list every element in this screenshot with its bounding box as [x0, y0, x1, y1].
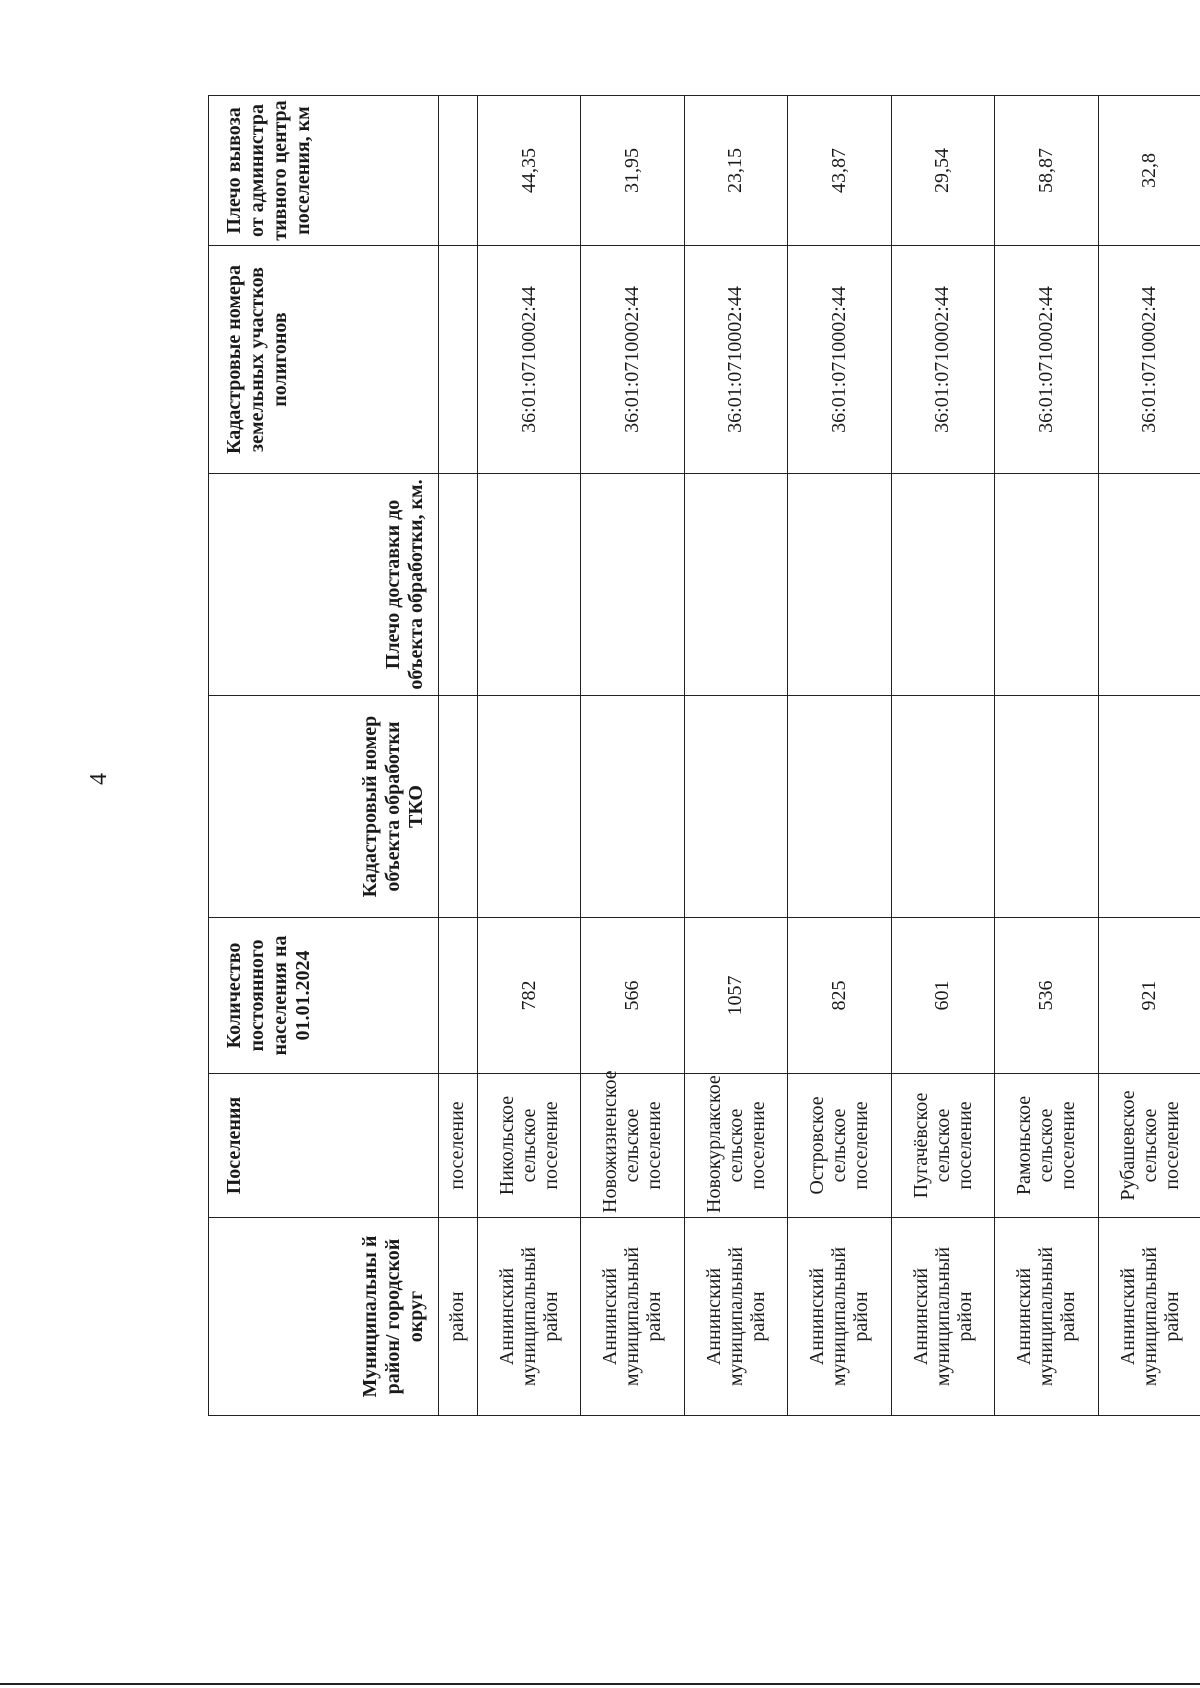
cell-population: 921 [1098, 918, 1200, 1074]
table-row [684, 96, 787, 1416]
cell-delivery-distance [684, 474, 787, 696]
cell-municipality: Аннинский муниципальный район [788, 1218, 891, 1416]
cell-removal-distance: 58,87 [995, 96, 1098, 246]
cell-cadastral-landfills: 36:01:0710002:44 [684, 246, 787, 474]
cell-removal-distance: 29,54 [891, 96, 994, 246]
cell-settlement: Никольское сельское поселение [477, 1074, 580, 1218]
cell-cadastral-treatment [684, 696, 787, 918]
cell-delivery-distance [788, 474, 891, 696]
cell-cadastral-treatment [788, 696, 891, 918]
cell-population: 566 [581, 918, 684, 1074]
table-row [477, 96, 580, 1416]
cell-settlement: поселение [439, 1074, 478, 1218]
header-removal-distance: Плечо вывоза от администра тивного центра поселения, км [209, 96, 439, 246]
cell-cadastral-treatment [891, 696, 994, 918]
table-wrapper [208, 96, 1200, 1416]
cell-municipality: Аннинский муниципальный район [477, 1218, 580, 1416]
landfill-table [208, 95, 1200, 1416]
header-cadastral-landfills: Кадастровые номера земельных участков полигонов [209, 246, 439, 474]
cell-removal-distance: 31,95 [581, 96, 684, 246]
table-row [891, 96, 994, 1416]
cell-population: 1057 [684, 918, 787, 1074]
header-municipality: Муниципальны й район/ городской округ [209, 1218, 439, 1416]
cell-cadastral-treatment [995, 696, 1098, 918]
header-row [209, 96, 439, 1416]
table-row [995, 96, 1098, 1416]
table-body [439, 96, 1200, 1416]
cell-removal-distance: 32,8 [1098, 96, 1200, 246]
cell-cadastral-landfills: 36:01:0710002:44 [477, 246, 580, 474]
header-settlement: Поселения [209, 1074, 439, 1218]
cell-cadastral-landfills [439, 246, 478, 474]
cell-settlement: Новожизненское сельское поселение [581, 1074, 684, 1218]
cell-settlement: Новокурлакское сельское поселение [684, 1074, 787, 1218]
cell-municipality: район [439, 1218, 478, 1416]
cell-cadastral-landfills: 36:01:0710002:44 [891, 246, 994, 474]
cell-removal-distance: 23,15 [684, 96, 787, 246]
continuation-row [439, 96, 478, 1416]
table-header [209, 96, 439, 1416]
cell-cadastral-landfills: 36:01:0710002:44 [1098, 246, 1200, 474]
header-delivery-distance: Плечо доставки до объекта обработки, км. [209, 474, 439, 696]
header-population: Количество постоянного населения на 01.01.2024 [209, 918, 439, 1074]
cell-removal-distance [439, 96, 478, 246]
cell-cadastral-landfills: 36:01:0710002:44 [581, 246, 684, 474]
cell-delivery-distance [1098, 474, 1200, 696]
cell-removal-distance: 44,35 [477, 96, 580, 246]
cell-municipality: Аннинский муниципальный район [891, 1218, 994, 1416]
cell-municipality: Аннинский муниципальный район [684, 1218, 787, 1416]
cell-settlement: Островское сельское поселение [788, 1074, 891, 1218]
cell-population [439, 918, 478, 1074]
cell-cadastral-landfills: 36:01:0710002:44 [995, 246, 1098, 474]
cell-settlement: Рамоньское сельское поселение [995, 1074, 1098, 1218]
cell-settlement: Рубашевское сельское поселение [1098, 1074, 1200, 1218]
cell-cadastral-treatment [581, 696, 684, 918]
page-number: 4 [86, 773, 112, 785]
cell-delivery-distance [995, 474, 1098, 696]
cell-delivery-distance [439, 474, 478, 696]
cell-delivery-distance [581, 474, 684, 696]
footer-rule [0, 1683, 1200, 1685]
cell-delivery-distance [477, 474, 580, 696]
cell-delivery-distance [891, 474, 994, 696]
cell-municipality: Аннинский муниципальный район [581, 1218, 684, 1416]
table-row [1098, 96, 1200, 1416]
cell-population: 782 [477, 918, 580, 1074]
cell-cadastral-treatment [439, 696, 478, 918]
cell-cadastral-treatment [1098, 696, 1200, 918]
table-row [581, 96, 684, 1416]
cell-municipality: Аннинский муниципальный район [1098, 1218, 1200, 1416]
cell-municipality: Аннинский муниципальный район [995, 1218, 1098, 1416]
table-row [788, 96, 891, 1416]
cell-population: 536 [995, 918, 1098, 1074]
cell-cadastral-landfills: 36:01:0710002:44 [788, 246, 891, 474]
cell-population: 601 [891, 918, 994, 1074]
cell-removal-distance: 43,87 [788, 96, 891, 246]
cell-cadastral-treatment [477, 696, 580, 918]
cell-population: 825 [788, 918, 891, 1074]
cell-settlement: Пугачёвское сельское поселение [891, 1074, 994, 1218]
header-cadastral-treatment: Кадастровый номер объекта обработки ТКО [209, 696, 439, 918]
